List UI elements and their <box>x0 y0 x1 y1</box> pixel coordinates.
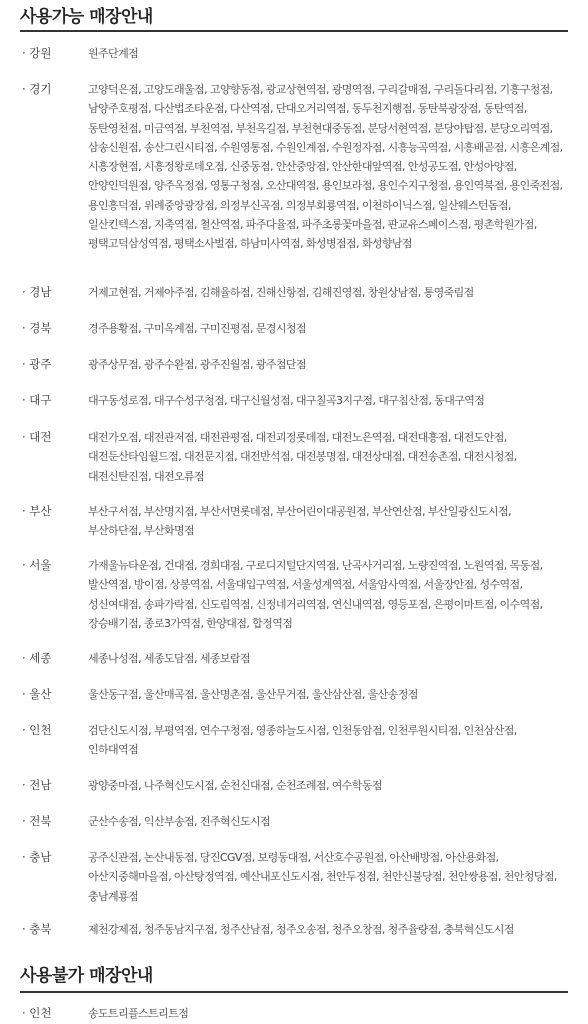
store-list: 광주상무점, 광주수완점, 광주진월점, 광주첨단점 <box>88 358 306 371</box>
region-label: · 세종 <box>22 651 52 665</box>
available-section-title: 사용가능 매장안내 <box>20 7 153 27</box>
region-label: · 충남 <box>22 850 52 864</box>
store-list: 검단신도시점, 부평역점, 연수구청점, 영종하늘도시점, 인천동암점, 인천루원시티점, 인천삼산점, 인하대역점 <box>88 724 517 757</box>
region-label: · 강원 <box>22 46 52 60</box>
store-list: 대구동성로점, 대구수성구청점, 대구신월성점, 대구칠곡3지구점, 대구침산점, 동대구역점 <box>88 394 485 407</box>
store-list: 대전가오점, 대전관저점, 대전관평점, 대전괴정롯데점, 대전노은역점, 대전대흥점, 대전도안점, 대전둔산타임월드점, 대전문지점, 대전반석점, 대전봉명점, 대전상대점, 대전송촌점, 대전시청점, 대전신탄진점, 대전오류점 <box>88 431 517 483</box>
store-list: 송도트리플스트리트점 <box>88 1007 189 1020</box>
store-list: 원주단계점 <box>88 47 139 60</box>
store-list: 제천강제점, 청주동남지구점, 청주산남점, 청주오송점, 청주오창점, 청주율량점, 충북혁신도시점 <box>88 923 514 936</box>
store-list: 울산동구점, 울산매곡점, 울산명촌점, 울산무거점, 울산삼산점, 울산송정점 <box>88 688 418 701</box>
store-list: 세종나성점, 세종도담점, 세종보람점 <box>88 652 250 665</box>
store-list: 고양덕은점, 고양도래울점, 고양향동점, 광교상현역점, 광명역점, 구리갈매점, 구리돌다리점, 기흥구청점, 남양주호평점, 다산법조타운점, 다산역점, 단대오거리역점, 동두천지행점, 동탄북광장점, 동탄역점, 동탄영천점, 미금역점, 부천역점, 부천옥길점, 부천현대중동점, 분당서현역점, 분당야탑점, 분당오리역점, 삼송신원점, 송산그린시티점, 수원영통점, 수원인계점, 수원정자점, 시흥능곡역점, 시흥배곧점, 시흥은계점, 시흥장현점, 시흥정왕로데오점, 신중동점, 안산중앙점, 안산한대앞역점, 안성공도점, 안성아양점, 안양인덕원점, 양주옥정점, 영통구청점, 오산대역점, 용인보라점, 용인수지구청점, 용인역북점, 용인죽전점, 용인흥덕점, 위례중앙광장점, 의정부신곡점, 의정부회룡역점, 이천하이닉스점, 일산웨스턴돔점, 일산킨텍스점, 지축역점, 철산역점, 파주다율점, 파주초롱꽃마을점, 판교유스페이스점, 평촌학원가점, 평택고덕삼성역점, 평택소사벌점, 하남미사역점, 화성병점점, 화성향남점 <box>88 83 563 251</box>
store-list: 가재울뉴타운점, 건대점, 경희대점, 구로디지털단지역점, 난곡사거리점, 노량진역점, 노원역점, 목동점, 발산역점, 방이점, 상봉역점, 서울대입구역점, 서울성계역점, 서울암사역점, 서울장안점, 성수역점, 성신여대점, 송파가락점, 신도림역점, 신정네거리역점, 연신내역점, 영등포점, 은평이마트점, 이수역점, 장승배기점, 종로3가역점, 한양대점, 합정역점 <box>88 559 543 630</box>
region-label: · 충북 <box>22 922 52 936</box>
region-label: · 대전 <box>22 430 52 444</box>
region-label: · 광주 <box>22 357 52 371</box>
region-label: · 경기 <box>22 82 52 96</box>
region-label: · 서울 <box>22 558 52 572</box>
region-label: · 경북 <box>22 321 52 335</box>
region-label: · 전남 <box>22 778 52 792</box>
store-list: 경주용황점, 구미옥계점, 구미진평점, 문경시청점 <box>88 322 306 335</box>
available-section-divider <box>20 30 568 32</box>
region-label: · 전북 <box>22 814 52 828</box>
unavailable-section-divider <box>20 991 568 993</box>
store-list: 군산수송점, 익산부송점, 전주혁신도시점 <box>88 815 271 828</box>
region-label: · 경남 <box>22 285 52 299</box>
region-label: · 인천 <box>22 1006 52 1020</box>
store-list: 거제고현점, 거제아주점, 김해율하점, 진해신항점, 김해진영점, 창원상남점, 통영죽림점 <box>88 286 474 299</box>
region-label: · 인천 <box>22 723 52 737</box>
region-label: · 대구 <box>22 393 52 407</box>
store-list: 부산구서점, 부산명지점, 부산서면롯데점, 부산어린이대공원점, 부산연산점, 부산일광신도시점, 부산하단점, 부산화명점 <box>88 505 511 538</box>
unavailable-section-title: 사용불가 매장안내 <box>20 966 153 986</box>
store-list: 공주신관점, 논산내동점, 당진CGV점, 보령동대점, 서산호수공원점, 아산배방점, 아산용화점, 아산지중해마을점, 아산탕정역점, 예산내포신도시점, 천안두정점, 천안신불당점, 천안쌍용점, 천안청당점, 충남계룡점 <box>88 851 557 903</box>
region-label: · 울산 <box>22 687 52 701</box>
store-list: 광양중마점, 나주혁신도시점, 순천신대점, 순천조례점, 여수학동점 <box>88 779 382 792</box>
region-label: · 부산 <box>22 504 52 518</box>
